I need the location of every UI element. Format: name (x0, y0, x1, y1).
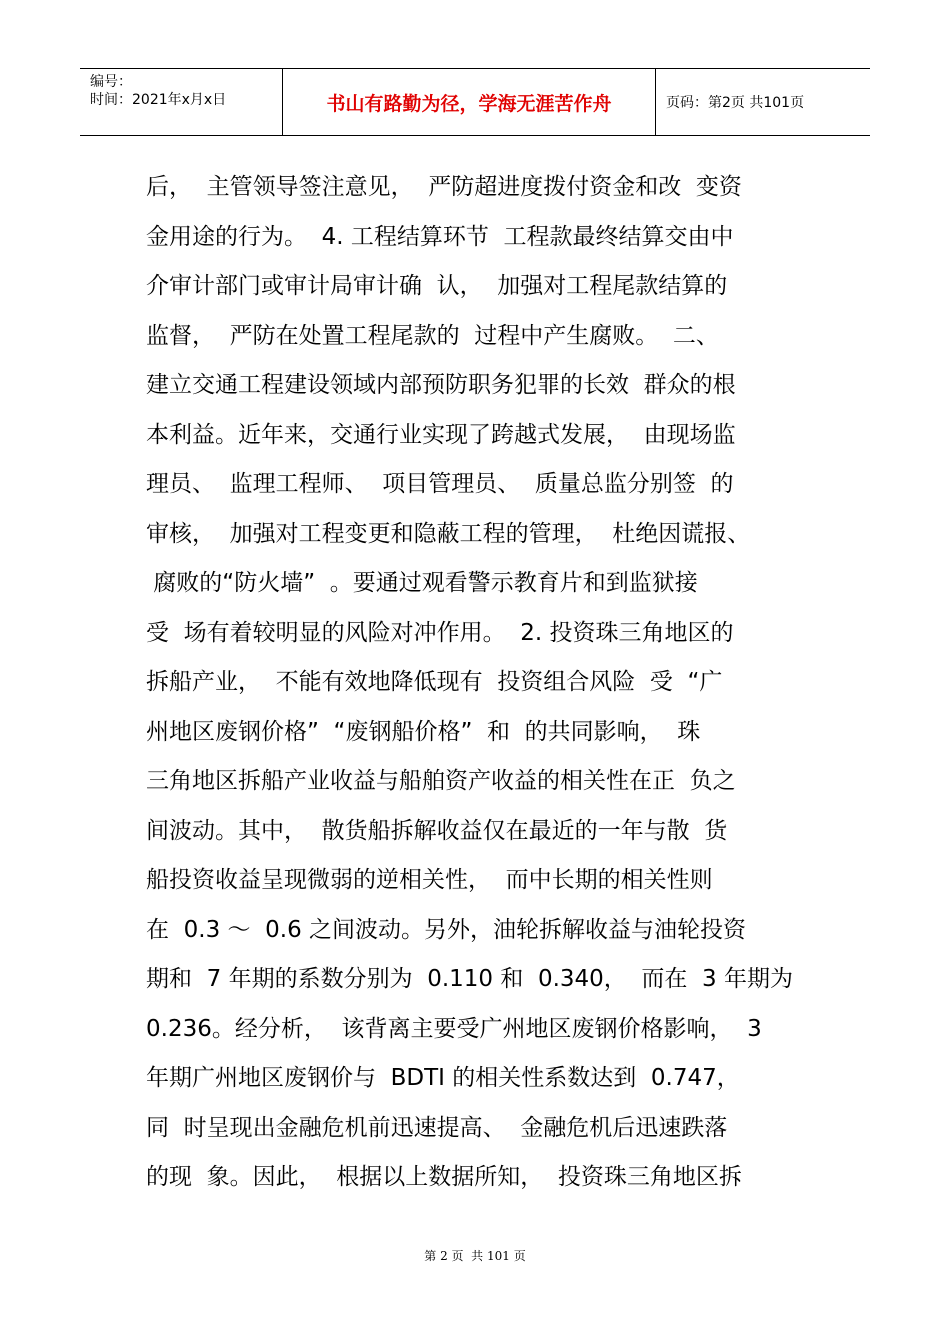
body-line: 间波动。其中， 散货船拆解收益仅在最近的一年与散 货 (146, 817, 728, 844)
body-line: 金用途的行为。 4. 工程结算环节 工程款最终结算交由中 (146, 223, 734, 250)
body-line: 监督， 严防在处置工程尾款的 过程中产生腐败。 二、 (146, 322, 719, 349)
header-divider (655, 69, 656, 135)
header-number-label: 编号： (90, 74, 132, 90)
body-line: 船投资收益呈现微弱的逆相关性， 而中长期的相关性则 (146, 867, 713, 893)
body-line: 年期广州地区废钢价与 BDTI 的相关性系数达到 0.747， (146, 1065, 740, 1091)
body-line: 本利益。近年来，交通行业实现了跨越式发展， 由现场监 (146, 421, 736, 448)
document-header (80, 68, 870, 136)
body-line: 理员、 监理工程师、 项目管理员、 质量总监分别签 的 (146, 471, 734, 497)
body-line: 拆船产业， 不能有效地降低现有 投资组合风险 受 “广 (146, 669, 723, 695)
body-line: 受 场有着较明显的风险对冲作用。 2. 投资珠三角地区的 (146, 619, 734, 646)
body-line: 建立交通工程建设领域内部预防职务犯罪的长效 群众的根 (146, 372, 736, 398)
header-meta (90, 73, 226, 109)
body-line: 期和 7 年期的系数分别为 0.110 和 0.340， 而在 3 年期为 (146, 966, 793, 992)
header-time-label: 时间：2021年x月x日 (90, 92, 227, 108)
body-line: 介审计部门或审计局审计确 认， 加强对工程尾款结算的 (146, 273, 728, 299)
body-line: 的现 象。因此， 根据以上数据所知， 投资珠三角地区拆 (146, 1164, 742, 1190)
body-line: 同 时呈现出金融危机前迅速提高、 金融危机后迅速跌落 (146, 1114, 728, 1141)
body-line: 州地区废钢价格” “废钢船价格” 和 的共同影响， 珠 (146, 718, 701, 745)
page-footer: 第 2 页 共 101 页 (424, 1249, 526, 1263)
body-line: 0.236。经分析， 该背离主要受广州地区废钢价格影响， 3 (146, 1015, 762, 1042)
body-line: 在 0.3 ～ 0.6 之间波动。另外，油轮拆解收益与油轮投资 (146, 916, 747, 943)
body-line: 三角地区拆船产业收益与船舶资产收益的相关性在正 负之 (146, 768, 736, 794)
body-line: 审核， 加强对工程变更和隐蔽工程的管理， 杜绝因谎报、 (146, 520, 751, 547)
body-line: 腐败的“防火墙” 。要通过观看警示教育片和到监狱接 (146, 570, 698, 596)
body-line: 后， 主管领导签注意见， 严防超进度拨付资金和改 变资 (146, 174, 742, 200)
header-motto: 书山有路勤为径，学海无涯苦作舟 (326, 92, 612, 115)
body-text (146, 163, 816, 1203)
header-page-info: 页码：第2页 共101页 (666, 95, 805, 111)
